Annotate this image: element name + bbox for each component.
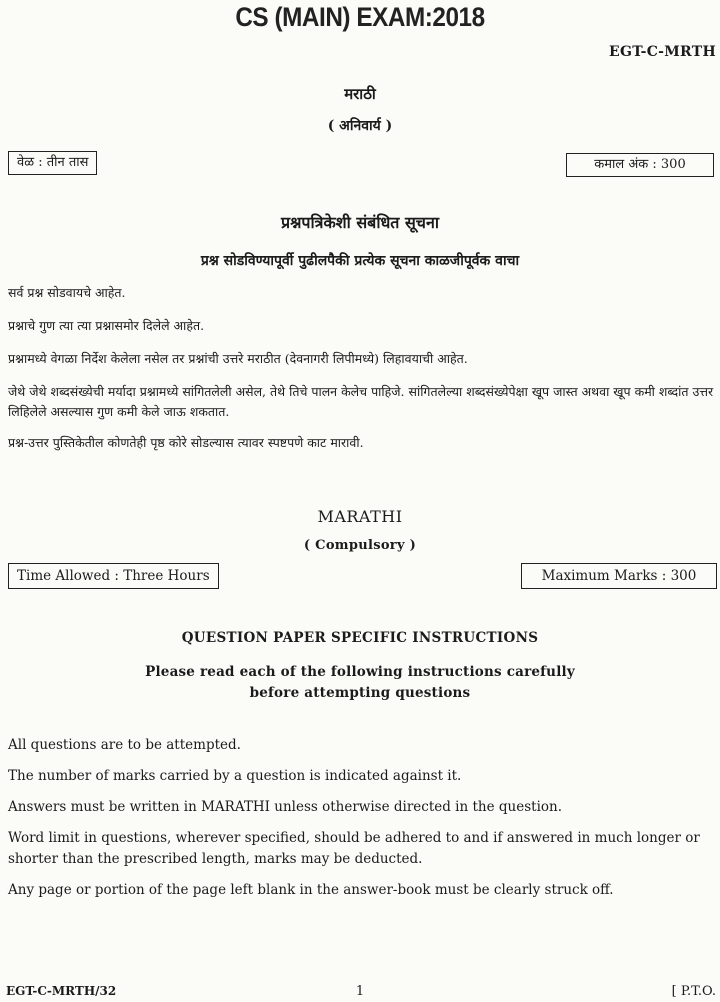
marathi-instruction-list bbox=[8, 283, 714, 466]
english-compulsory: ( Compulsory ) bbox=[303, 538, 417, 553]
marathi-instruction-5: प्रश्न-उत्तर पुस्तिकेतील कोणतेही पृष्ठ कोरे सोडल्यास त्यावर स्पष्टपणे काट मारावी. bbox=[8, 435, 364, 450]
english-time-box: Time Allowed : Three Hours bbox=[8, 563, 219, 589]
english-marks-box: Maximum Marks : 300 bbox=[521, 563, 717, 589]
english-instructions-heading: QUESTION PAPER SPECIFIC INSTRUCTIONS bbox=[181, 630, 539, 646]
marathi-instructions-heading: प्रश्नपत्रिकेशी संबंधित सूचना bbox=[281, 213, 439, 232]
english-instruction-2: The number of marks carried by a question is indicated against it. bbox=[8, 768, 462, 784]
marathi-marks-box: कमाल अंक : 300 bbox=[566, 153, 714, 177]
footer-code: EGT-C-MRTH/32 bbox=[6, 984, 117, 998]
marathi-instruction-4: जेथे जेथे शब्दसंख्येची मर्यादा प्रश्नामध्ये सांगितलेली असेल, तेथे तिचे पालन केलेच पाहिजे. सांगितलेल्या शब्दसंख्येपेक्षा खूप जास्त अथवा खूप कमी शब्दांत उत्तर लिहिलेले असल्यास गुण कमी केले जाऊ शकतात. bbox=[8, 384, 714, 419]
english-subheading-line-2: before attempting questions bbox=[249, 685, 471, 701]
english-instruction-5: Any page or portion of the page left blank in the answer-book must be clearly struck off. bbox=[8, 882, 614, 898]
english-instruction-3: Answers must be written in MARATHI unless otherwise directed in the question. bbox=[8, 799, 562, 815]
marathi-instruction-2: प्रश्नाचे गुण त्या त्या प्रश्नासमोर दिलेले आहेत. bbox=[8, 318, 205, 333]
marathi-subject: मराठी bbox=[344, 85, 376, 103]
paper-code: EGT-C-MRTH bbox=[608, 44, 716, 60]
exam-title: CS (MAIN) EXAM:2018 bbox=[235, 2, 485, 32]
marathi-instruction-3: प्रश्नामध्ये वेगळा निर्देश केलेला नसेल तर प्रश्नांची उत्तरे मराठीत (देवनागरी लिपीमध्ये) लिहावयाची आहेत. bbox=[8, 351, 468, 366]
english-instruction-1: All questions are to be attempted. bbox=[8, 737, 241, 753]
english-instruction-4: Word limit in questions, wherever specified, should be adhered to and if answered in much longer or shorter than the prescribed length, marks may be deducted. bbox=[8, 830, 700, 867]
marathi-instruction-1: सर्व प्रश्न सोडवायचे आहेत. bbox=[8, 285, 126, 300]
english-instruction-list bbox=[8, 735, 720, 911]
english-subject: MARATHI bbox=[317, 507, 403, 526]
english-subheading-line-1: Please read each of the following instructions carefully bbox=[145, 664, 575, 680]
marathi-compulsory: ( अनिवार्य ) bbox=[327, 118, 393, 134]
pto-label: [ P.T.O. bbox=[671, 984, 716, 999]
marathi-instructions-subheading: प्रश्न सोडविण्यापूर्वी पुढीलपैकी प्रत्येक सूचना काळजीपूर्वक वाचा bbox=[200, 253, 520, 269]
english-instructions-subheading bbox=[0, 662, 720, 704]
page-number: 1 bbox=[355, 984, 365, 999]
marathi-time-box: वेळ : तीन तास bbox=[8, 151, 97, 175]
